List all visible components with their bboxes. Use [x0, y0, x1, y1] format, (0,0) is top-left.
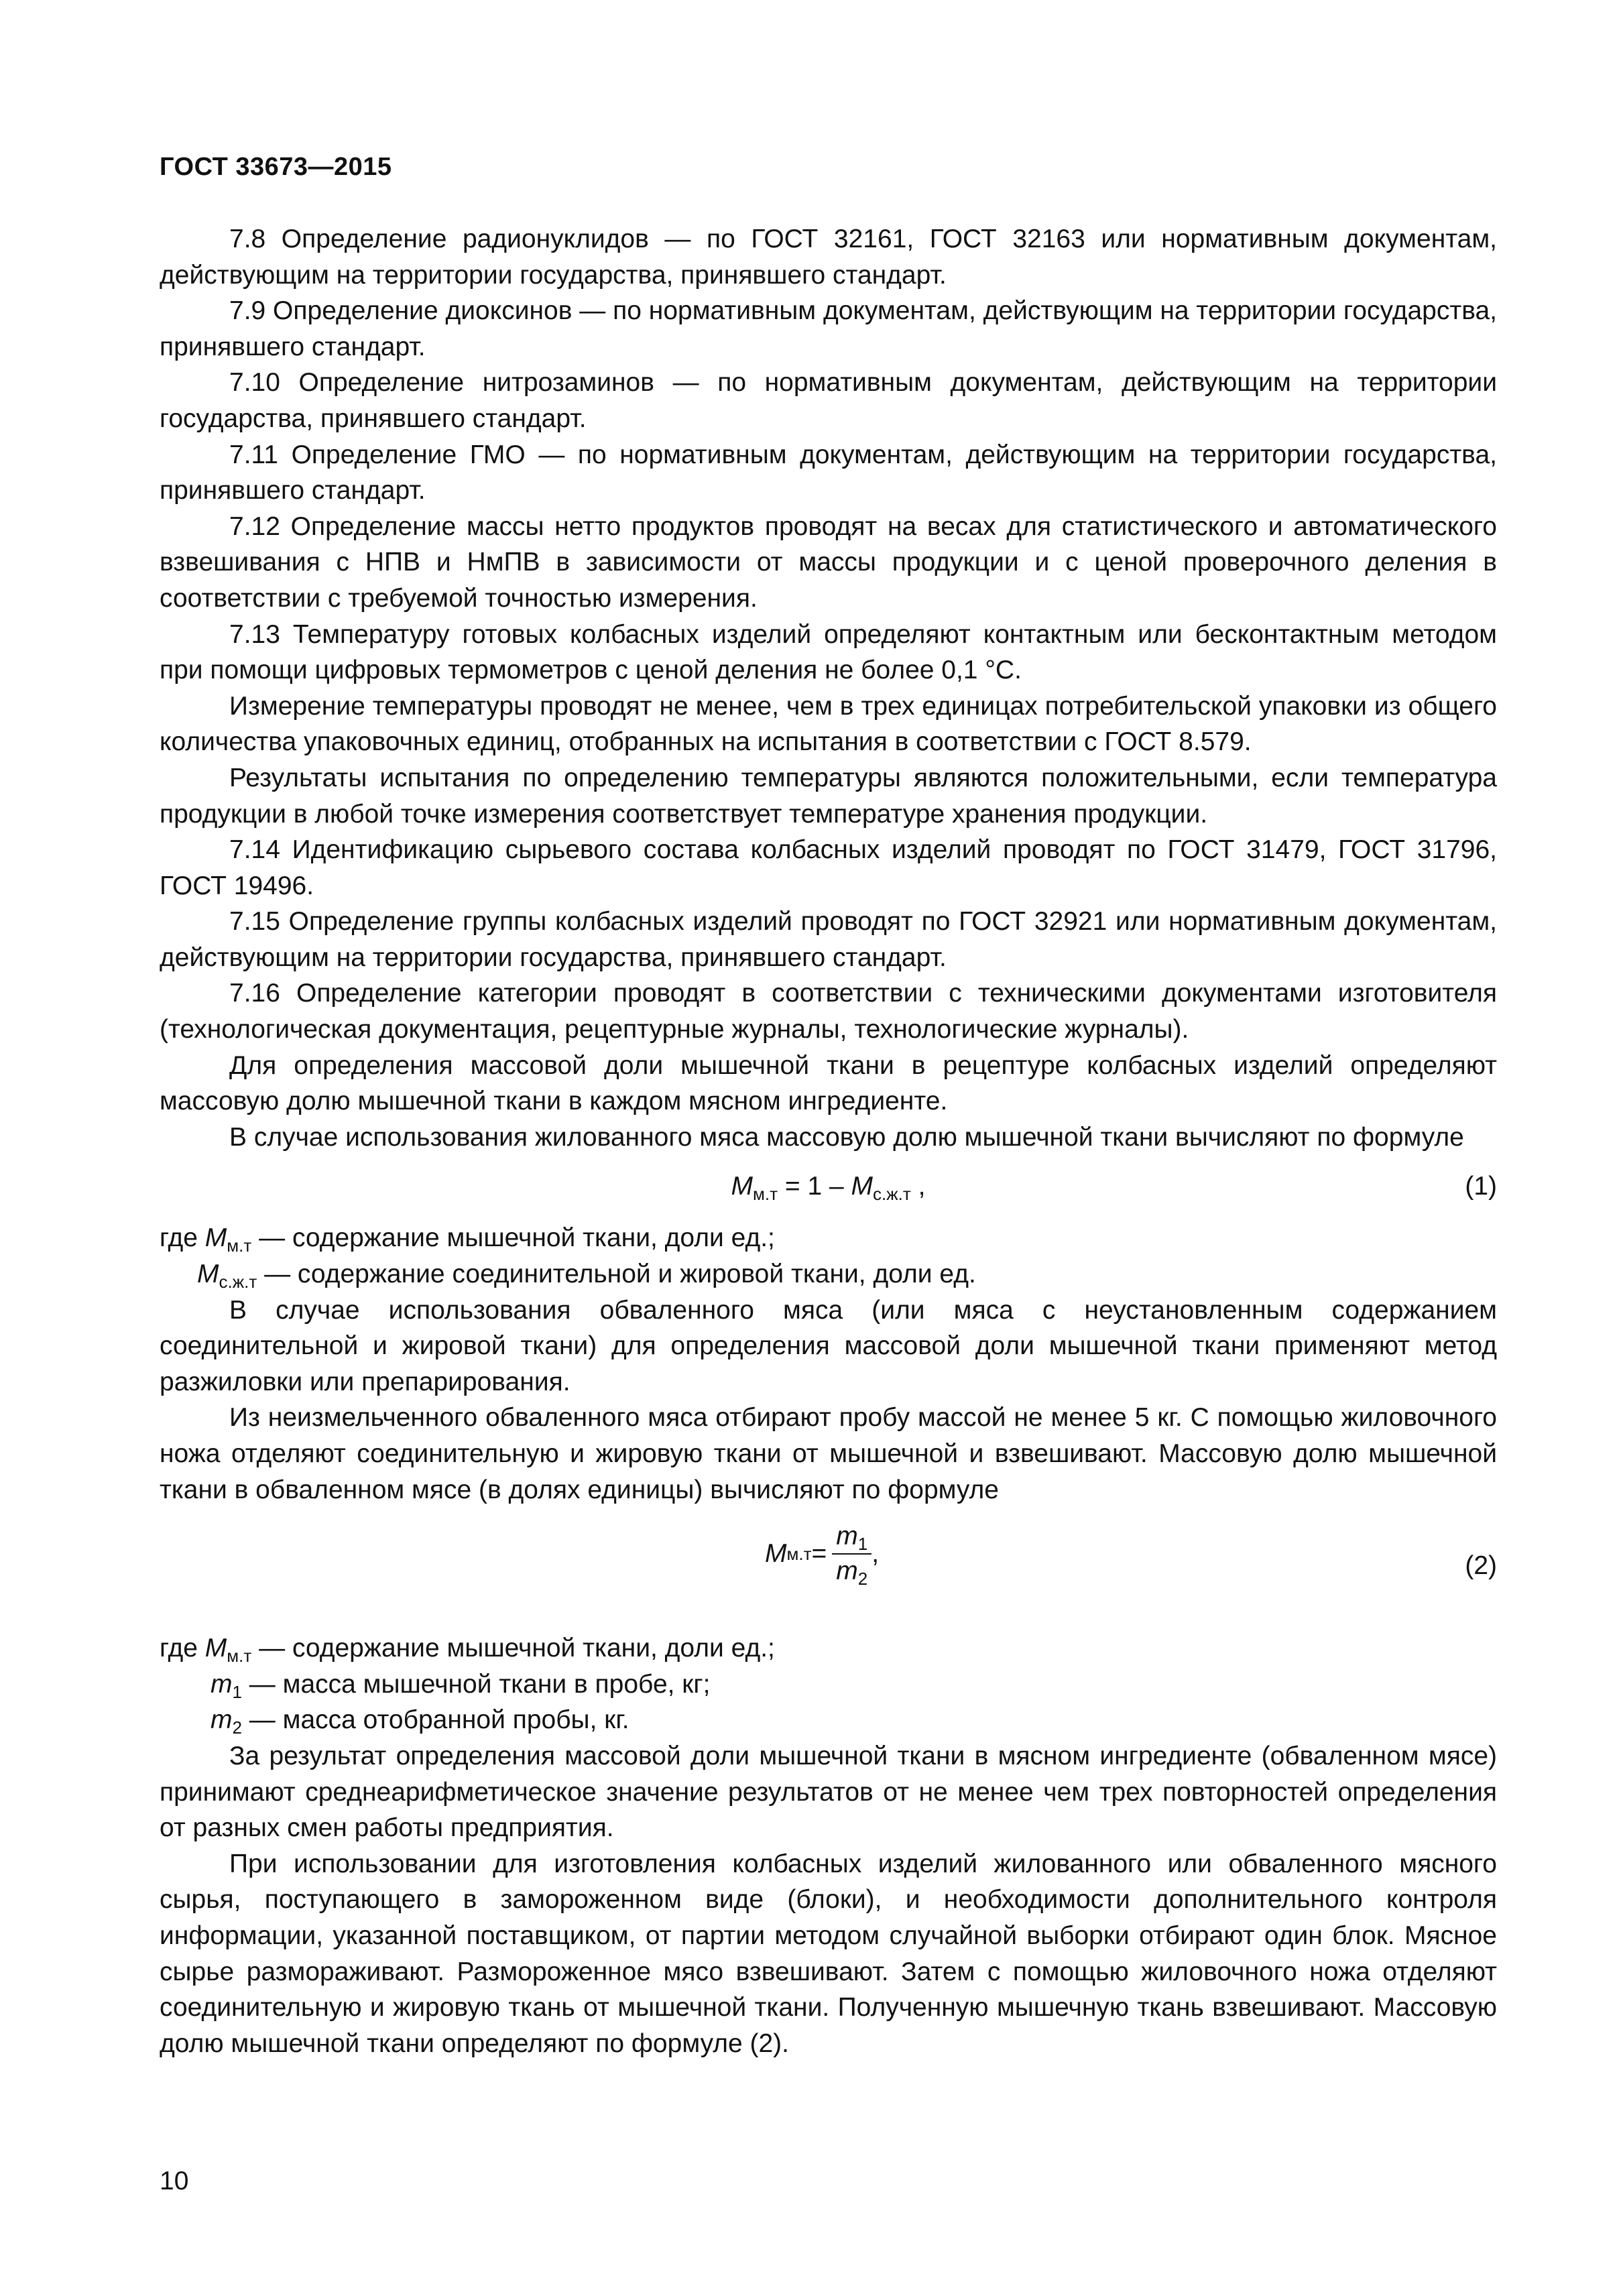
document-body	[160, 221, 1497, 2061]
paragraph: 7.15 Определение группы колбасных изделий проводят по ГОСТ 32921 или нормативным документам, действующим на территории государства, принявшего стандарт.	[160, 907, 1497, 972]
paragraph: Для определения массовой доли мышечной ткани в рецептуре колбасных изделий определяют массовую долю мышечной ткани в каждом мясном ингредиенте.	[160, 1050, 1497, 1116]
paragraph: В случае использования жилованного мяса массовую долю мышечной ткани вычисляют по формуле	[229, 1122, 1464, 1152]
paragraph: 7.8 Определение радионуклидов — по ГОСТ 32161, ГОСТ 32163 или нормативным документам, действующим на территории государства, принявшего стандарт.	[160, 225, 1497, 290]
definition-line: $М_{с.ж.т}$ — содержание соединительной и жировой ткани, доли ед.	[197, 1260, 976, 1292]
paragraph: 7.13 Температуру готовых колбасных изделий определяют контактным или бесконтактным методом при помощи цифровых термометров с ценой деления не более 0,1 °С.	[160, 619, 1497, 685]
paragraph: Измерение температуры проводят не менее, чем в трех единицах потребительской упаковки из общего количества упаковочных единиц, отобранных на испытания в соответствии с ГОСТ 8.579.	[160, 691, 1497, 757]
paragraph: 7.9 Определение диоксинов — по нормативным документам, действующим на территории государства, принявшего стандарт.	[160, 296, 1497, 361]
paragraph: Из неизмельченного обваленного мяса отбирают пробу массой не менее 5 кг. С помощью жиловочного ножа отделяют соединительную и жировую ткани от мышечной и взвешивают. Массовую долю мышечной ткани в обваленном мясе (в долях единицы) вычисляют по формуле	[160, 1403, 1497, 1504]
paragraph: 7.14 Идентификацию сырьевого состава колбасных изделий проводят по ГОСТ 31479, ГОСТ 31796, ГОСТ 19496.	[160, 835, 1497, 900]
page-number: 10	[160, 2167, 189, 2195]
fraction: $\frac{m_1}{m_2}$	[832, 1520, 871, 1588]
formula-1-number: (1)	[1465, 1172, 1497, 1201]
definition-line: $m_2$ — масса отобранной пробы, кг.	[211, 1705, 629, 1738]
definition-line: $m_1$ — масса мышечной ткани в пробе, кг;	[211, 1669, 711, 1702]
formula-2-expression: М м.т = $\frac{m_1}{m_2}$ ,	[765, 1520, 879, 1588]
definition-line: где $М_{м.т}$ — содержание мышечной ткани, доли ед.;	[160, 1223, 775, 1256]
page-header: ГОСТ 33673—2015	[160, 153, 392, 181]
paragraph: Результаты испытания по определению температуры являются положительными, если температура продукции в любой точке измерения соответствует температуре хранения продукции.	[160, 763, 1497, 829]
paragraph: 7.16 Определение категории проводят в соответствии с техническими документами изготовителя (технологическая документация, рецептурные журналы, технологические журналы).	[160, 979, 1497, 1044]
formula-2-number: (2)	[1465, 1551, 1497, 1581]
paragraph: В случае использования обваленного мяса (или мяса с неустановленным содержанием соединительной и жировой ткани) для определения массовой доли мышечной ткани применяют метод разжиловки или препарирования.	[160, 1295, 1497, 1396]
paragraph: 7.11 Определение ГМО — по нормативным документам, действующим на территории государства, принявшего стандарт.	[160, 440, 1497, 505]
paragraph: За результат определения массовой доли мышечной ткани в мясном ингредиенте (обваленном мясе) принимают среднеарифметическое значение результатов от не менее чем трех повторностей определения от разных смен работы предприятия.	[160, 1741, 1497, 1843]
formula-2	[160, 1520, 1497, 1630]
paragraph: 7.12 Определение массы нетто продуктов проводят на весах для статистического и автоматического взвешивания с НПВ и НмПВ в зависимости от массы продукции и с ценой проверочного деления в соответствии с требуемой точностью измерения.	[160, 511, 1497, 613]
definition-line: где $М_{м.т}$ — содержание мышечной ткани, доли ед.;	[160, 1634, 775, 1667]
formula-1-expression: $М_{м.т} = 1 - М_{с.ж.т}$ ,	[731, 1172, 926, 1205]
paragraph: При использовании для изготовления колбасных изделий жилованного или обваленного мясного сырья, поступающего в замороженном виде (блоки), и необходимости дополнительного контроля информации, указанной поставщиком, от партии методом случайной выборки отбирают один блок. Мясное сырье размораживают. Размороженное мясо взвешивают. Затем с помощью жиловочного ножа отделяют соединительную и жировую ткань от мышечной ткани. Полученную мышечную ткань взвешивают. Массовую долю мышечной ткани определяют по формуле (2).	[160, 1849, 1497, 2058]
paragraph: 7.10 Определение нитрозаминов — по нормативным документам, действующим на территории государства, принявшего стандарт.	[160, 368, 1497, 433]
formula-1	[160, 1155, 1497, 1220]
